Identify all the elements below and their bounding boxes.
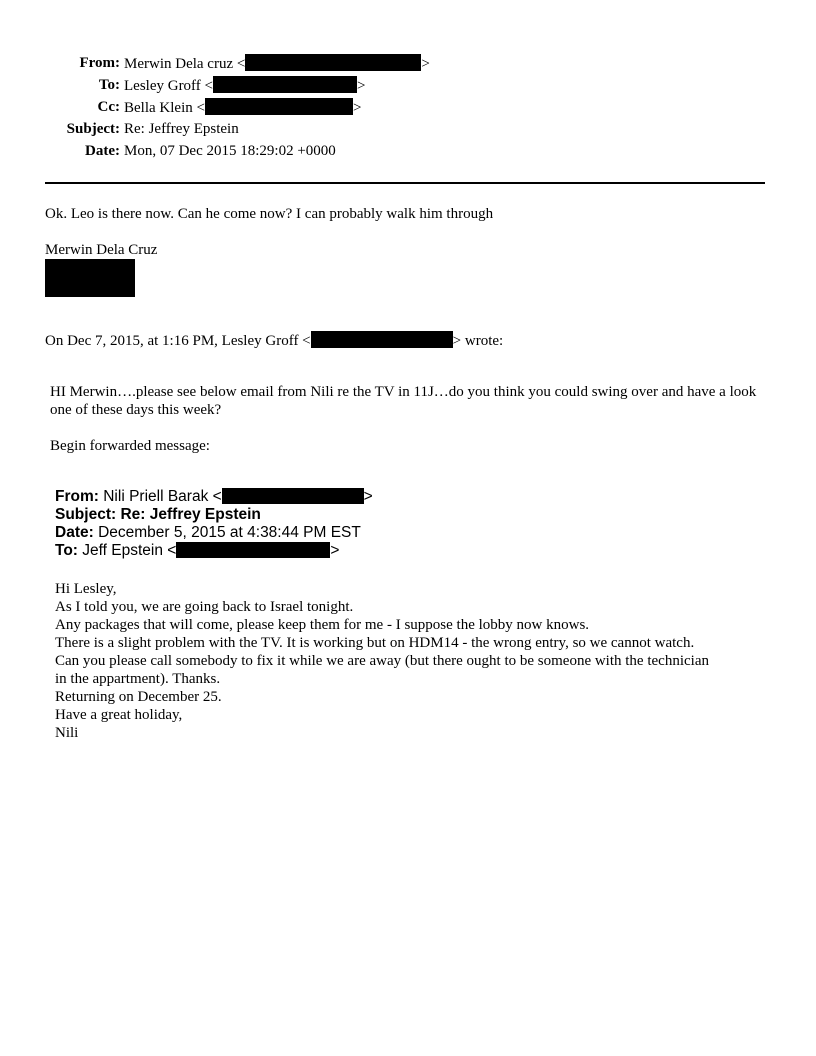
fwd-from-close-bracket: > [363,488,373,505]
reply-body: Ok. Leo is there now. Can he come now? I can probably walk him through [45,206,494,222]
fwd-subject-value: Re: Jeffrey Epstein [120,506,261,523]
signature-name: Merwin Dela Cruz [45,242,158,258]
fwd-body-line: There is a slight problem with the TV. It is working but on HDM14 - the wrong entry, so we cannot watch. [55,635,695,651]
date-value: Mon, 07 Dec 2015 18:29:02 +0000 [124,143,336,159]
to-label: To: [98,77,120,93]
to-close-bracket: > [357,78,366,94]
fwd-to-label: To: [55,542,78,559]
cc-value: Bella Klein < [124,100,205,116]
redaction-box [245,54,421,71]
fwd-body-line: Have a great holiday, [55,707,183,723]
quote-intro [45,331,503,350]
to-value: Lesley Groff < [124,78,213,94]
redaction-box [213,76,357,93]
from-value: Merwin Dela cruz < [124,56,246,72]
forwarded-body [55,580,775,742]
cc-close-bracket: > [352,100,362,116]
fwd-subject-label: Subject: [55,506,117,523]
fwd-to-row [55,542,373,560]
fwd-date-label: Date: [55,524,94,541]
header-subject-row [0,120,816,142]
fwd-body-line: Nili [55,725,79,741]
fwd-body-line: As I told you, we are going back to Israel tonight. [55,599,354,615]
redaction-box [205,98,353,115]
from-close-bracket: > [421,56,430,72]
quoted-body: HI Merwin….please see below email from Nili re the TV in 11J…do you think you could swing over and have a look one of these days this week? [50,384,757,418]
redaction-box [311,331,453,348]
redaction-box [222,488,364,504]
fwd-from-value: Nili Priell Barak < [103,488,222,505]
signature-redaction-box [45,259,135,297]
subject-label: Subject: [66,121,120,137]
fwd-to-value: Jeff Epstein < [82,542,177,559]
forwarded-header [55,488,373,560]
redaction-box [176,542,330,558]
date-label: Date: [85,143,120,159]
cc-label: Cc: [97,99,120,115]
fwd-body-line: Any packages that will come, please keep them for me - I suppose the lobby now knows. [55,617,590,633]
subject-value: Re: Jeffrey Epstein [124,121,239,137]
fwd-to-close-bracket: > [330,542,340,559]
quote-intro-suffix: > wrote: [452,333,504,349]
fwd-date-value: December 5, 2015 at 4:38:44 PM EST [98,524,361,541]
from-label: From: [79,55,120,71]
header-to-row [0,76,816,98]
fwd-subject-row [55,506,373,524]
email-header [0,54,816,164]
header-from-row [0,54,816,76]
fwd-body-line: Hi Lesley, [55,581,117,597]
fwd-body-line: in the appartment). Thanks. [55,671,221,687]
header-cc-row [0,98,816,120]
fwd-from-row [55,488,373,506]
fwd-from-label: From: [55,488,99,505]
header-date-row [0,142,816,164]
fwd-date-row [55,524,373,542]
fwd-body-line: Returning on December 25. [55,689,222,705]
fwd-body-line: Can you please call somebody to fix it while we are away (but there ought to be someone with the technician [55,653,709,669]
begin-forwarded-label: Begin forwarded message: [50,438,210,454]
header-divider [45,182,765,184]
quote-intro-prefix: On Dec 7, 2015, at 1:16 PM, Lesley Groff < [45,333,311,349]
